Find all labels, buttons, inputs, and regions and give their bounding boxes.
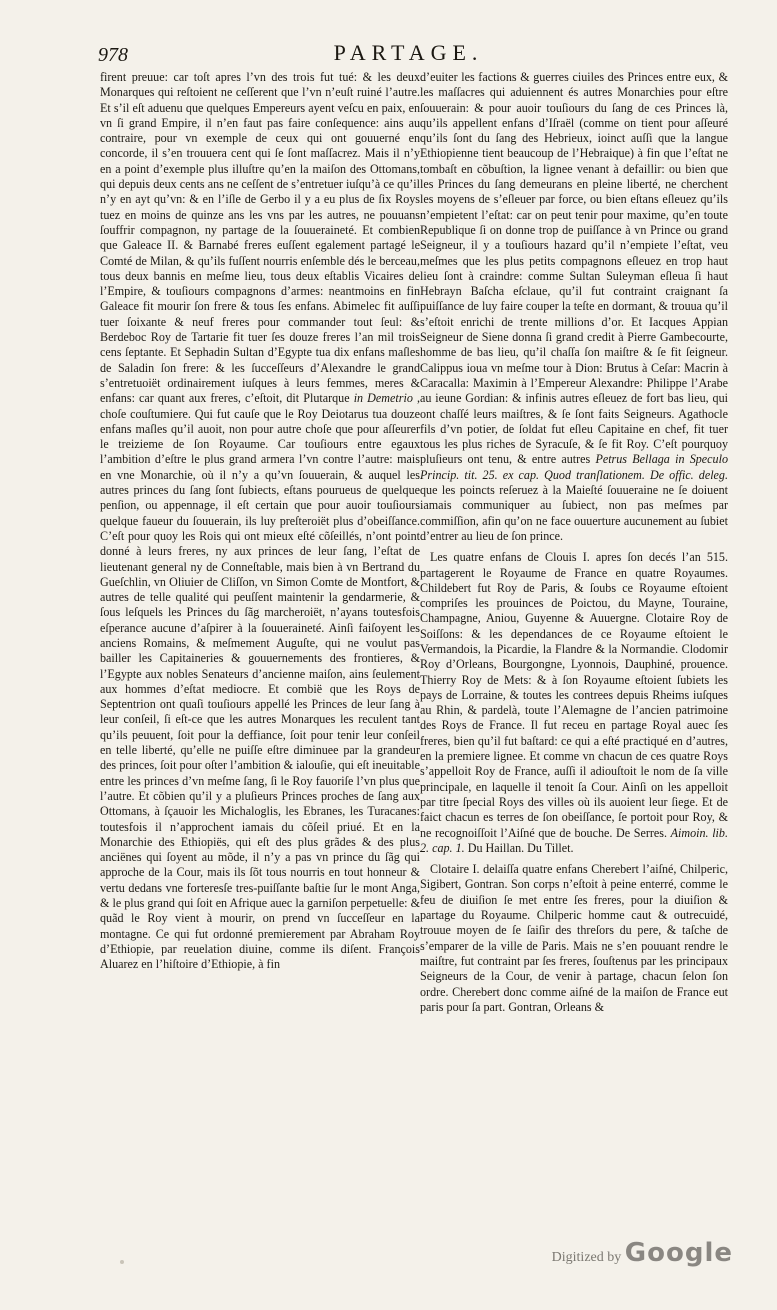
right-paragraph-3 bbox=[420, 862, 728, 1015]
right-text-3: Les quatre enfans de Clouis I. apres ſon decés l’an 515. partagerent le Royaume de France en quatre Royaumes. Childebert fut Roy de Paris, & ſoubs ce Royaume eſtoient compriſes les prouinces de Poictou, du Mayne, Touraine, Champagne, Aniou, Guyenne & Auuergne. Clotaire Roy de Soiſſons: & les dependances de ce Royaume eſtoient le Vermandois, la Picardie, la Flandre & la Normandie. Clodomir Roy d’Orleans, Bourgongne, Lyonnois, Dauphiné, prouence. Thierry Roy de Mets: & à ſon Royaume eſtoient ſubiets les pays de Lorraine, & toutes les contrees depuis Rheims iuſques au Rhin, & pardelà, toute l’Alemagne de l’ancien patrimoine des Roys de France. Il fut receu en partage Royal auec ſes freres, bien qu’il fut baſtard: ce qui a eſté practiqué en d’autres, en la premiere lignee. Et comme vn chacun de ces quatre Roys s’appelloit Roy de France, auſſi il adiouſtoit le nom de ſa ville principale, en laquelle il tenoit ſa Cour. Ainſi on les appelloit par titre ſpecial Roys des villes où ils auoient leur ſiege. Et de faict chacun es terres de ſon obeiſſance, ſe portoit pour Roy, & ne recognoiſſoit l’Aiſné que de bouche. De Serres. bbox=[420, 550, 728, 840]
paper-speck bbox=[120, 1260, 124, 1264]
right-text-4: Du Haillan. Du Tillet. bbox=[467, 840, 574, 855]
right-text-5: Clotaire I. delaiſſa quatre enfans Cherebert l’aiſné, Chilperic, Sigibert, Gontran. Son corps n’eſtoit à peine enterré, comme le feu de diuiſion ſe met entre ſes freres, pour la diuiſion & partage du Royaume. Chilperic homme caut & outrecuidé, trouue moyen de ſe ſaiſir des threſors du pere, & taſche de s’emparer de la ville de Paris. Mais ne s’en pouuant rendre le maiſtre, fut contraint par ſes freres, ſouſtenus par les principaux Seigneurs de la Cour, de venir à partage, chacun ſelon ſon ordre. Cherebert donc comme aiſné de la maiſon de France eut paris pour ſa part. Gontran, Orleans & bbox=[420, 862, 728, 1014]
left-text-2: , choſe couſtumiere. Qui fut cauſe que le Roy Deiotarus tua douze enfans maſles qu’il auoit, non pour autre choſe que pour aſſeurer le treizieme de ſon Royaume. Car touſiours entre egaux l’ambition d’eſtre le plus grand armera l’vn contre l’autre: mais en vne Monarchie, où il n’y a qu’vn ſouuerain, & auquel les autres princes du ſang ſont ſubiects, eſtans pourueus de quelque penſion, ou appennage, il eſt certain que pour auoir touſiours quelque faueur du ſouuerain, ils luy preſteroiët plus d’obeiſſance. C’eſt pour quoy les Rois qui ont mieux eſté cõſeillés, n’ont point donné à leurs freres, ny aux princes de leur ſang, l’eſtat de lieutenant general ny de Conneſtable, mais bien à vn Bertrand du Gueſchlin, vn Oliuier de Cliſſon, vn Simon Comte de Montfort, & autres de telle qualité qui peuſſent maintenir la gendarmerie, & ſous leſquels les Princes du ſãg marcheroiët, n’ayans toutesfois eſperance aucune d’aſpirer à la ſouueraineté. Ainſi faiſoyent les anciens Romains, & meſmement Auguſte, qui ne voulut pas bailler les Capitaineries & gouuernements des frontieres, & l’Egypte aux nobles Senateurs d’ancienne maiſon, ains ſeulement aux hommes d’eſtat mediocre. Et combië que les Roys de Septentrion ont quaſi touſiours appellé les Princes de leur ſang à leur conſeil, ſi eſt-ce que les autres Monarques les reculent tant qu’ils peuuent, ſoit pour la deffiance, ſoit pour tenir leur conſeil en telle liberté, qu’elle ne puiſſe eſtre diminuee par la grandeur des princes, ſoit pour oſter l’ambition & ialouſie, qui eſt ineuitable entre les princes d’vn meſme ſang, ſi le Roy fauoriſe l’vn plus que l’autre. Et cõbien qu’il y a pluſieurs Princes proches de ſang aux Ottomans, à ſçauoir les Michaloglis, les Ebranes, les Turacanes: toutesfois il n’approchent iamais du cõſeil priué. Et en la Monarchie des Ethiopiës, qui eſt des plus grãdes & des plus anciënes qui ſoyent au mõde, il n’y a pas vn prince du ſãg qui approche de la Cour, mais ils ſõt tous nourris en tout honneur & vertu dedans vne forteresſe tres-puiſſante baſtie ſur le mont Anga, & le plus grand qui ſoit en Afrique auec la garniſon perpetuelle: & quãd le Roy vient à mourir, on prend vn ſucceſſeur en la montagne. Ce qui fut ordonné premierement par Abraham Roy d’Ethiopie, par reuelation diuine, comme ils diſent. François Aluarez en l’hiſtoire d’Ethiopie, à fin bbox=[100, 391, 420, 972]
right-italic-citation: Petrus Bellaga in Speculo Princip. tit. 25. ex cap. Quod tranſlationem. De offic. deleg. bbox=[420, 452, 728, 482]
left-paragraph-1 bbox=[100, 70, 420, 973]
left-text-1: fìrent preuue: car toſt apres l’vn des trois fut tué: & les deux Monarques qui reſtoient ne ceſſerent que l’vn n’euſt ruiné l’autre. Et s’il eſt aduenu que quelques Empereurs ayent veſcu en paix, en vn ſi grand Empire, il n’en faut pas faire conſequence: ains au contraire, pour vn exemple de ceux qui ont gouuerné en concorde, il s’en trouuera cent qui ſe ſont maſſacrez. Mais il n’y en a point d’exemple plus illuſtre qu’en la maiſon des Ottomans, qui depuis deux cents ans ne ceſſent de s’entretuer iuſqu’à ce qu’il n’y en ayt qu’vn: & en l’iſle de Gerbo il y a eu plus de ſix Roys tuez en moins de quinze ans les vns par les autres, ne pouuans ſouffrir compagnon, ny partage de la ſouueraineté. Et combien que Galeace II. & Barnabé freres euſſent egalement partagé le Comté de Milan, & qu’ils fuſſent nourris enſemble dés le berceau, tous deux bannis en meſme lieu, tous deux eſtablis Vicaires de l’Empire, & touſiours compagnons d’armes: neantmoins en fin Galeace fit mourir ſon frere & tous ſes enfans. Abimelec fit auſſi tuer ſoixante & neuf freres pour commander tout ſeul: & Berdeboc Roy de Tartarie fit tuer ſes douze freres l’an mil trois cens ſeptante. Et Sephadin Sultan d’Egypte tua dix enfans maſles de Saladin ſon frere: & les ſucceſſeurs d’Alexandre le grand s’entretuoiët ordinairement iuſques à leurs femmes, meres & enfans: car quant aux freres, c’eſtoit, dit Plutarque bbox=[100, 70, 420, 406]
right-text-2: que les poincts reſeruez à la Maieſté ſouueraine ne ſe doiuent iamais communiquer au ſubiect, non pas meſmes par commiſſion, afin qu’on ne face ouuerture aucunement au ſubiet d’entrer au lieu de ſon prince. bbox=[420, 483, 728, 543]
right-italic-citation-2: Aimoin. lib. 2. cap. 1. bbox=[420, 825, 728, 855]
right-paragraph-1 bbox=[420, 70, 728, 544]
right-column bbox=[420, 70, 728, 1210]
watermark-prefix: Digitized by bbox=[551, 1250, 622, 1265]
left-column bbox=[100, 70, 420, 1210]
running-head: PARTAGE. bbox=[333, 40, 484, 65]
right-paragraph-2 bbox=[420, 550, 728, 856]
digitized-watermark bbox=[552, 1238, 733, 1268]
left-italic-citation: in Demetrio bbox=[353, 391, 413, 406]
right-text-1: d’euiter les factions & guerres ciuiles des Princes entre eux, & les maſſacres qui aduiennent és autres Monarchies pour eſtre ſouuerain: & pour auoir touſiours du ſang de ces Princes là, qu’ils appellent enfans d’Iſraël (comme on tient pour aſſeuré qu’ils ſont du ſang des Hebrieux, ioinct auſſi que la langue Ethiopienne tient beaucoup de l’Hebraique) à fin que l’eſtat ne tombaſt en cõbuſtion, la lignee venant à defaillir: ou bien que les Princes du ſang demeurans en pleine liberté, ne cherchent les moyens de s’eſleuer par force, ou bien eſtans eſleuez qu’ils n’empietent l’eſtat: car on peut tenir pour maxime, qu’en toute Republique ſi on donne trop de puiſſance à vn Prince ou grand Seigneur, il y a touſiours hazard qu’il n’empiete l’eſtat, veu meſmes que les plus petits compagnons eſleuez en trop haut lieu ſont à craindre: comme Sultan Suleyman eſleua ſi haut Hebrayn Baſcha eſclaue, qu’il fut contraint craignant ſa puiſſance de luy faire couper la teſte en dormant, & trouua qu’il s’eſtoit enrichi de trente millions d’or. Et Iacques Appian Seigneur de Siene donna ſi grand credit à Pierre Gambecourte, homme de bas lieu, qu’il chaſſa ſon maiſtre & ſe fit ſeigneur. Calippus ioua vn meſme tour à Dion: Brutus à Ceſar: Macrin à Caracalla: Maximin à l’Empereur Alexandre: Philippe l’Arabe au ieune Gordian: & infinis autres eſleuez de fort bas lieu, qui ont chaſſé leurs maiſtres, & ſe ſont faits Seigneurs. Agathocle fils d’vn potier, de ſoldat fut eſleu Capitaine en chef, fit tuer tous les plus riches de Syracuſe, & ſe fit Roy. C’eſt pourquoy pluſieurs ont tenu, & entre autres bbox=[420, 70, 728, 467]
page-number: 978 bbox=[98, 44, 128, 66]
watermark-brand: Google bbox=[624, 1238, 733, 1268]
